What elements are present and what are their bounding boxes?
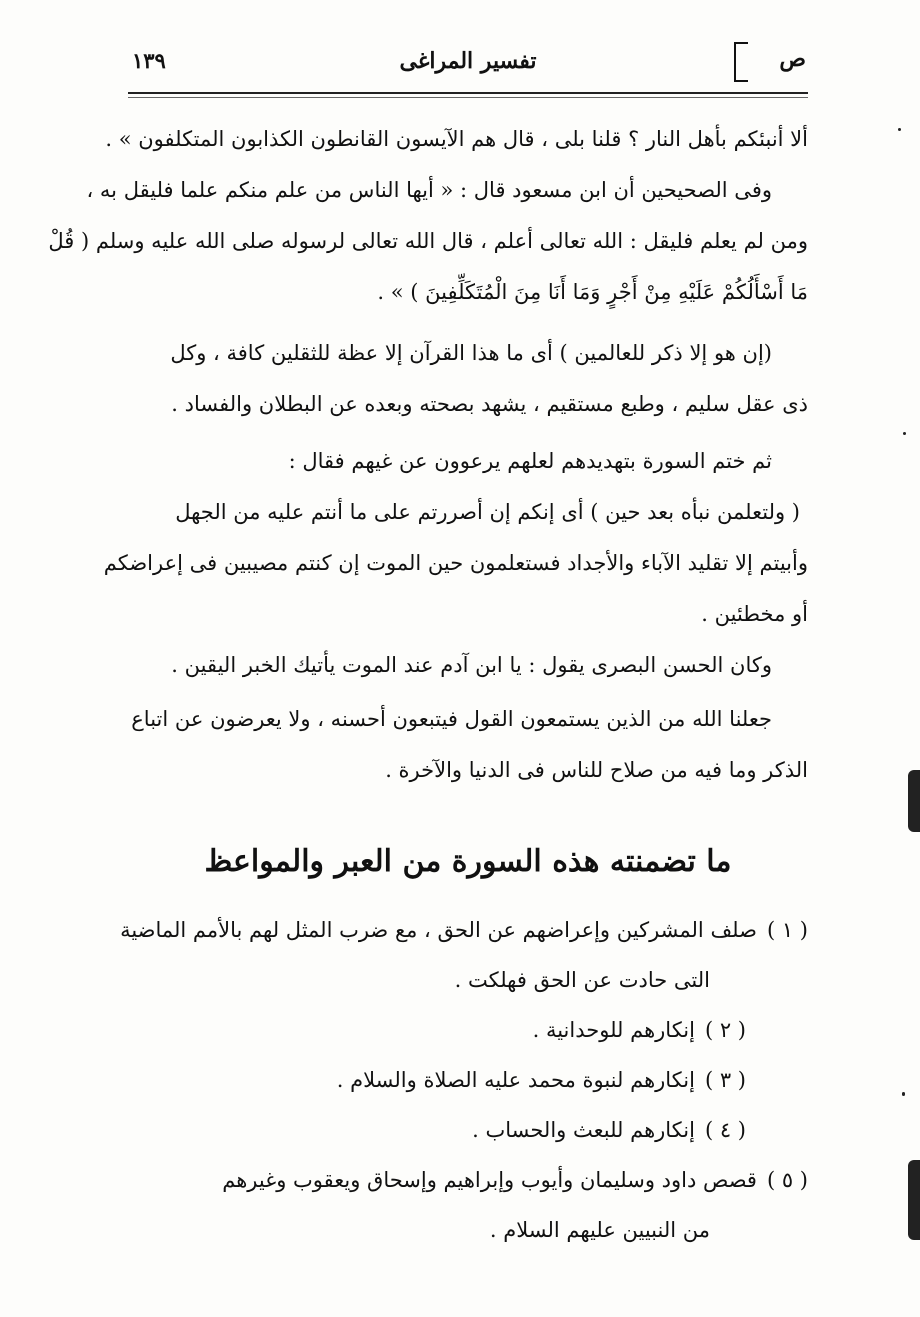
text-line: (إن هو إلا ذكر للعالمين ) أى ما هذا القرآن إلا عظة للثقلين كافة ، وكل [170, 341, 772, 365]
list-item-text: صلف المشركين وإعراضهم عن الحق ، مع ضرب المثل لهم بالأمم الماضية [120, 918, 757, 942]
list-item [128, 1055, 808, 1105]
text-line: ومن لم يعلم فليقل : الله تعالى أعلم ، قال الله تعالى لرسوله صلى الله عليه وسلم ( قُلْ [48, 229, 808, 253]
page-header [130, 42, 806, 94]
list-item-continuation: من النبيين عليهم السلام . [489, 1218, 710, 1242]
scan-speck [898, 128, 901, 131]
list-item-text: إنكارهم للوحدانية . [532, 1018, 695, 1042]
text-line: وأبيتم إلا تقليد الآباء والأجداد فستعلمون حين الموت إن كنتم مصيبين فى إعراضكم [103, 551, 808, 575]
list-item-text: إنكارهم لنبوة محمد عليه الصلاة والسلام . [336, 1068, 695, 1092]
text-line: ثم ختم السورة بتهديدهم لعلهم يرعوون عن غيهم فقال : [288, 449, 772, 473]
book-title: تفسير المراغى [399, 48, 537, 74]
header-rule-thin [128, 97, 808, 98]
text-line: مَا أَسْأَلُكُمْ عَلَيْهِ مِنْ أَجْرٍ وَمَا أَنَا مِنَ الْمُتَكَلِّفِينَ ) » . [377, 280, 808, 304]
list-item-number: ( ٥ ) [766, 1168, 808, 1192]
section-heading: ما تضمنته هذه السورة من العبر والمواعظ [204, 844, 732, 879]
text-line: وفى الصحيحين أن ابن مسعود قال : « أيها الناس من علم منكم علما فليقل به ، [86, 178, 772, 202]
text-line: ذى عقل سليم ، وطبع مستقيم ، يشهد بصحته وبعده عن البطلان والفساد . [171, 392, 808, 416]
paragraph-5 [128, 694, 808, 796]
paragraph-2 [128, 328, 808, 430]
text-line: ( ولتعلمن نبأه بعد حين ) أى إنكم إن أصررتم على ما أنتم عليه من الجهل [175, 500, 800, 524]
scan-speck [903, 432, 906, 435]
paragraph-1 [48, 114, 808, 318]
text-line: ألا أنبئكم بأهل النار ؟ قلنا بلى ، قال هم الآيسون القانطون الكذابون المتكلفون » . [105, 127, 808, 151]
list-item-text: إنكارهم للبعث والحساب . [472, 1118, 695, 1142]
header-rule [128, 92, 808, 94]
text-line: الذكر وما فيه من صلاح للناس فى الدنيا والآخرة . [385, 758, 808, 782]
scan-speck [902, 1092, 905, 1096]
page-number: ١٣٩ [132, 48, 166, 73]
paragraph-4 [128, 640, 808, 691]
list-item [128, 1105, 808, 1155]
list-item-continuation: التى حادت عن الحق فهلكت . [454, 968, 710, 992]
text-line: وكان الحسن البصرى يقول : يا ابن آدم عند الموت يأتيك الخبر اليقين . [171, 653, 772, 677]
text-line: أو مخطئين . [701, 602, 808, 626]
page-reference-label: ص [779, 46, 806, 72]
list-item [128, 1155, 808, 1205]
list-item [120, 905, 808, 955]
lessons-list [120, 905, 808, 1255]
scan-edge-mark [908, 1160, 920, 1240]
list-item [128, 1005, 808, 1055]
scan-edge-mark [908, 770, 920, 832]
list-item-number: ( ٤ ) [704, 1118, 746, 1142]
list-item-number: ( ١ ) [766, 918, 808, 942]
text-line: جعلنا الله من الذين يستمعون القول فيتبعون أحسنه ، ولا يعرضون عن اتباع [131, 707, 772, 731]
list-item-number: ( ٢ ) [704, 1018, 746, 1042]
paragraph-3 [103, 436, 808, 640]
list-item-number: ( ٣ ) [704, 1068, 746, 1092]
list-item-text: قصص داود وسليمان وأيوب وإبراهيم وإسحاق ويعقوب وغيرهم [222, 1168, 757, 1192]
